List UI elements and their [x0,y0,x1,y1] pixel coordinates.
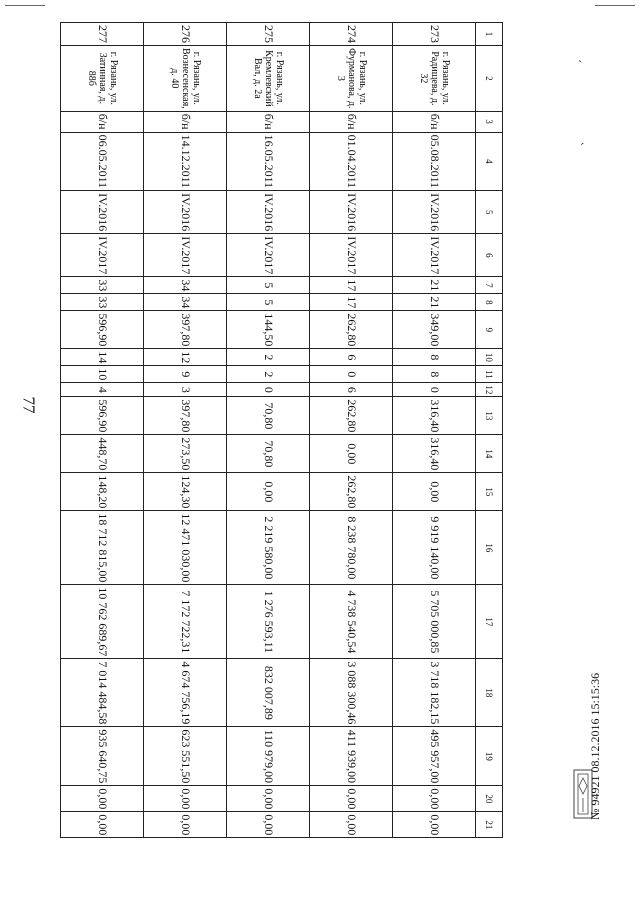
table-cell-c5: IV.2016 [227,191,310,234]
scan-mark: ˊ [580,140,585,155]
table-cell-c21: 0,00 [310,812,393,838]
table-cell-c2: г. Рязань, ул. Вознесенская, д. 40 [144,46,227,112]
column-number: 9 [476,311,503,349]
table-cell-c13: 262,80 [310,397,393,435]
table-cell-c19: 411 939,00 [310,727,393,786]
table-cell-c4: 01.04.2011 [310,132,393,191]
table-cell-c6: IV.2017 [310,234,393,277]
table-cell-c6: IV.2017 [227,234,310,277]
table-row [227,23,310,838]
table-row [144,23,227,838]
table-cell-c3: б/н [310,111,393,132]
column-number: 2 [476,46,503,112]
table-cell-c21: 0,00 [393,812,476,838]
table-cell-c6: IV.2017 [61,234,144,277]
table-cell-c7: 21 [393,277,476,294]
table-cell-c19: 935 640,75 [61,727,144,786]
table-cell-c15: 124,30 [144,473,227,511]
table-cell-c4: 05.08.2011 [393,132,476,191]
table-cell-c21: 0,00 [61,812,144,838]
table-cell-c6: IV.2017 [144,234,227,277]
table-cell-c5: IV.2016 [144,191,227,234]
table-cell-c11: 2 [227,366,310,383]
table-cell-c2: г. Рязань, ул. Затинная, д. 88б [61,46,144,112]
table-cell-c17: 5 705 000,85 [393,585,476,659]
table-cell-c9: 349,00 [393,311,476,349]
table-cell-c10: 8 [393,349,476,366]
table-cell-c13: 596,90 [61,397,144,435]
table-cell-c19: 495 957,00 [393,727,476,786]
column-number: 17 [476,585,503,659]
table-cell-c8: 21 [393,294,476,311]
table-cell-c15: 148,20 [61,473,144,511]
column-number: 6 [476,234,503,277]
scan-corner-line-right [595,5,635,6]
table-cell-c2: г. Рязань, ул. Радищева, д. 32 [393,46,476,112]
table-cell-c10: 12 [144,349,227,366]
table-cell-c13: 70,80 [227,397,310,435]
table-cell-c9: 262,80 [310,311,393,349]
table-cell-c20: 0,00 [61,786,144,812]
table-cell-c4: 06.05.2011 [61,132,144,191]
table-cell-c21: 0,00 [144,812,227,838]
table-cell-c10: 14 [61,349,144,366]
table-cell-c1: 273 [393,23,476,46]
table-cell-c18: 4 674 756,19 [144,659,227,727]
table-cell-c17: 10 762 689,67 [61,585,144,659]
table-cell-c7: 34 [144,277,227,294]
table-cell-c14: 70,80 [227,435,310,473]
table-cell-c14: 448,70 [61,435,144,473]
column-number: 15 [476,473,503,511]
table-cell-c12: 3 [144,383,227,397]
table-cell-c16: 9 919 140,00 [393,511,476,585]
table-cell-c11: 8 [393,366,476,383]
table-cell-c15: 0,00 [227,473,310,511]
table-cell-c11: 0 [310,366,393,383]
table-cell-c6: IV.2017 [393,234,476,277]
table-cell-c3: б/н [144,111,227,132]
table-cell-c9: 144,50 [227,311,310,349]
table-cell-c3: б/н [227,111,310,132]
data-table-container [60,22,503,836]
table-cell-c11: 9 [144,366,227,383]
table-cell-c1: 275 [227,23,310,46]
table-cell-c15: 0,00 [393,473,476,511]
table-cell-c7: 33 [61,277,144,294]
page-number: 77 [19,396,39,414]
table-cell-c7: 5 [227,277,310,294]
table-cell-c10: 6 [310,349,393,366]
scan-corner-line-left [5,5,45,6]
table-cell-c8: 5 [227,294,310,311]
table-cell-c14: 0,00 [310,435,393,473]
column-number: 8 [476,294,503,311]
table-cell-c12: 0 [393,383,476,397]
table-cell-c16: 18 712 815,00 [61,511,144,585]
column-number: 3 [476,111,503,132]
column-number: 14 [476,435,503,473]
column-number: 18 [476,659,503,727]
table-cell-c2: г. Рязань, ул. Кремлевский Вал, д. 2а [227,46,310,112]
table-cell-c20: 0,00 [144,786,227,812]
table-cell-c8: 33 [61,294,144,311]
table-cell-c8: 17 [310,294,393,311]
table-cell-c9: 397,80 [144,311,227,349]
table-row [310,23,393,838]
table-cell-c12: 6 [310,383,393,397]
table-cell-c20: 0,00 [393,786,476,812]
column-number: 7 [476,277,503,294]
table-cell-c1: 274 [310,23,393,46]
table-cell-c4: 16.05.2011 [227,132,310,191]
scan-mark: ˏ [578,48,583,63]
table-cell-c17: 7 172 722,31 [144,585,227,659]
table-cell-c18: 7 014 484,58 [61,659,144,727]
table-cell-c15: 262,80 [310,473,393,511]
table-cell-c14: 316,40 [393,435,476,473]
table-cell-c1: 276 [144,23,227,46]
column-number-row [476,23,503,838]
table-cell-c19: 110 979,00 [227,727,310,786]
column-number: 4 [476,132,503,191]
table-cell-c20: 0,00 [310,786,393,812]
table-cell-c13: 316,40 [393,397,476,435]
table-cell-c1: 277 [61,23,144,46]
column-number: 1 [476,23,503,46]
table-cell-c9: 596,90 [61,311,144,349]
table-cell-c13: 397,80 [144,397,227,435]
table-cell-c4: 14.12.2011 [144,132,227,191]
table-cell-c5: IV.2016 [393,191,476,234]
table-cell-c10: 2 [227,349,310,366]
column-number: 12 [476,383,503,397]
table-cell-c17: 1 276 593,11 [227,585,310,659]
table-cell-c5: IV.2016 [310,191,393,234]
table-cell-c18: 832 007,89 [227,659,310,727]
table-cell-c16: 12 471 030,00 [144,511,227,585]
table-cell-c18: 3 718 182,15 [393,659,476,727]
table-cell-c11: 10 [61,366,144,383]
column-number: 16 [476,511,503,585]
table-cell-c12: 0 [227,383,310,397]
table-cell-c18: 3 088 300,46 [310,659,393,727]
table-cell-c3: б/н [393,111,476,132]
table-row [393,23,476,838]
column-number: 20 [476,786,503,812]
table-cell-c14: 273,50 [144,435,227,473]
table-cell-c7: 17 [310,277,393,294]
table-cell-c16: 2 219 580,00 [227,511,310,585]
table-cell-c3: б/н [61,111,144,132]
column-number: 5 [476,191,503,234]
table-cell-c12: 4 [61,383,144,397]
table-cell-c8: 34 [144,294,227,311]
column-number: 21 [476,812,503,838]
table-row [61,23,144,838]
table-cell-c5: IV.2016 [61,191,144,234]
table-cell-c17: 4 738 540,54 [310,585,393,659]
column-number: 19 [476,727,503,786]
column-number: 10 [476,349,503,366]
footer-stamp: № 94921 08.12.2016 15:15:36 [588,672,602,820]
table-cell-c2: г. Рязань, ул. Фурманова, д. 3 [310,46,393,112]
table-cell-c19: 623 551,50 [144,727,227,786]
table-cell-c20: 0,00 [227,786,310,812]
data-table [60,22,503,838]
column-number: 13 [476,397,503,435]
table-cell-c16: 8 238 780,00 [310,511,393,585]
table-cell-c21: 0,00 [227,812,310,838]
column-number: 11 [476,366,503,383]
